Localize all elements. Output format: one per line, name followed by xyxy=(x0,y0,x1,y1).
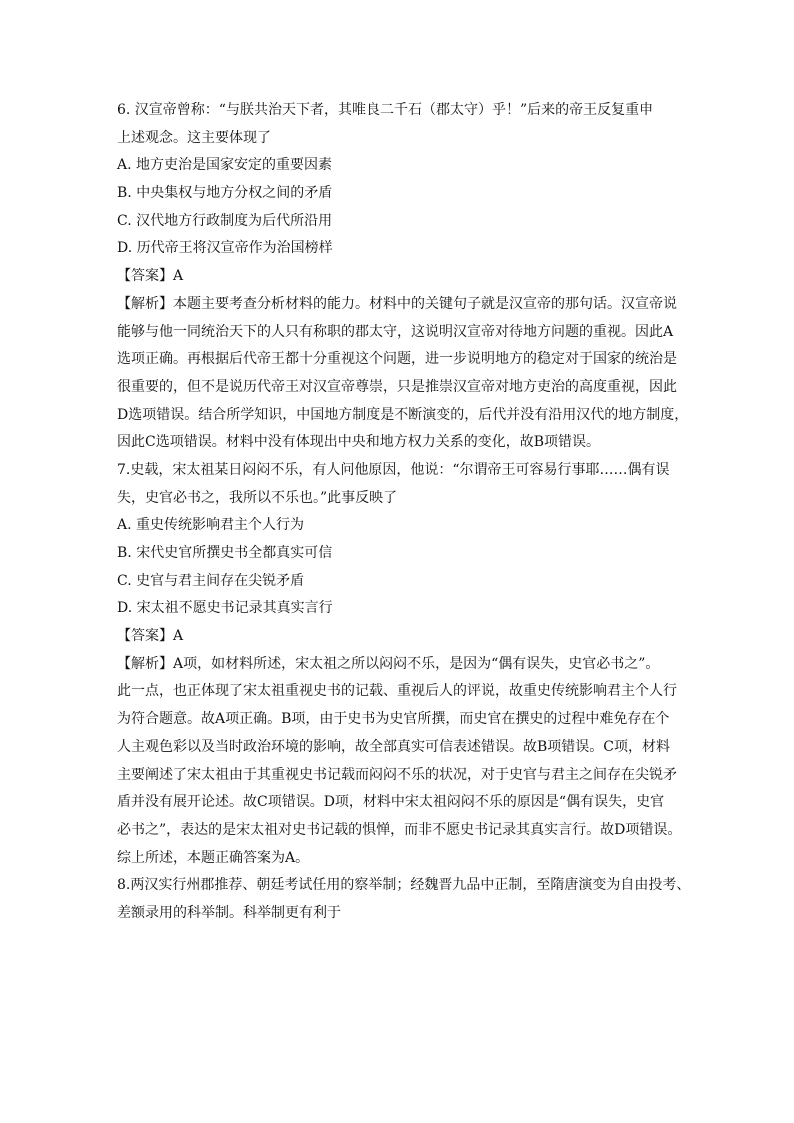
answer-label: 【答案】A xyxy=(117,268,184,285)
question-stem-line: 失，史官必书之，我所以不乐也。”此事反映了 xyxy=(117,489,398,506)
question-stem-line: 6. 汉宣帝曾称：“与朕共治天下者，其唯良二千石（郡太守）乎！”后来的帝王反复重申 xyxy=(117,102,654,118)
option-c: C. 汉代地方行政制度为后代所沿用 xyxy=(117,212,333,229)
question-6 xyxy=(117,100,687,460)
analysis-line: 为符合题意。故A项正确。B项，由于史书为史官所撰，而史官在撰史的过程中难免存在个 xyxy=(117,711,670,728)
analysis-line: 此一点，也正体现了宋太祖重视史书的记载、重视后人的评说，故重史传统影响君主个人行 xyxy=(117,683,677,700)
analysis-line: 人主观色彩以及当时政治环境的影响，故全部真实可信表述错误。故B项错误。C项，材料 xyxy=(117,738,670,755)
question-8 xyxy=(117,875,691,930)
question-stem-line: 7.史载，宋太祖某日闷闷不乐，有人问他原因，他说：“尔谓帝王可容易行事耶……偶有误 xyxy=(117,461,670,478)
question-stem-line: 上述观念。这主要体现了 xyxy=(117,129,271,146)
analysis-line: 【解析】本题主要考查分析材料的能力。材料中的关键句子就是汉宣帝的那句话。汉宣帝说 xyxy=(117,295,677,312)
option-a: A. 地方吏治是国家安定的重要因素 xyxy=(117,157,333,174)
answer-label: 【答案】A xyxy=(117,628,184,645)
analysis-line: 能够与他一同统治天下的人只有称职的郡太守，这说明汉宣帝对待地方问题的重视。因此A xyxy=(117,323,674,340)
option-d: D. 历代帝王将汉宣帝作为治国榜样 xyxy=(117,240,333,257)
analysis-line: D选项错误。结合所学知识，中国地方制度是不断演变的，后代并没有沿用汉代的地方制度， xyxy=(117,406,689,423)
question-stem-line: 8.两汉实行州郡推荐、朝廷考试任用的察举制；经魏晋九品中正制，至隋唐演变为自由投考、 xyxy=(117,877,691,894)
option-c: C. 史官与君主间存在尖锐矛盾 xyxy=(117,572,305,589)
analysis-line: 综上所述，本题正确答案为A。 xyxy=(117,849,310,866)
option-b: B. 宋代史官所撰史书全都真实可信 xyxy=(117,545,333,561)
question-7 xyxy=(117,460,687,875)
option-a: A. 重史传统影响君主个人行为 xyxy=(117,517,305,534)
analysis-line: 主要阐述了宋太祖由于其重视史书记载而闷闷不乐的状况，对于史官与君主之间存在尖锐矛 xyxy=(117,766,677,783)
analysis-line: 很重要的，但不是说历代帝王对汉宣帝尊崇，只是推崇汉宣帝对地方吏治的高度重视，因此 xyxy=(117,378,677,395)
analysis-line: 因此C选项错误。材料中没有体现出中央和地方权力关系的变化，故B项错误。 xyxy=(117,434,600,451)
option-b: B. 中央集权与地方分权之间的矛盾 xyxy=(117,185,333,202)
analysis-line: 【解析】A项，如材料所述，宋太祖之所以闷闷不乐，是因为“偶有误失，史官必书之”。 xyxy=(117,655,660,672)
question-stem-line: 差额录用的科举制。科举制更有利于 xyxy=(117,904,341,921)
document-content xyxy=(117,100,691,931)
option-d: D. 宋太祖不愿史书记录其真实言行 xyxy=(117,600,333,617)
analysis-line: 盾并没有展开论述。故C项错误。D项，材料中宋太祖闷闷不乐的原因是“偶有误失，史官 xyxy=(117,794,665,811)
analysis-line: 选项正确。再根据后代帝王都十分重视这个问题，进一步说明地方的稳定对于国家的统治是 xyxy=(117,351,677,368)
analysis-line: 必书之”，表达的是宋太祖对史书记载的惧惮，而非不愿史书记录其真实言行。故D项错误。 xyxy=(117,821,682,838)
